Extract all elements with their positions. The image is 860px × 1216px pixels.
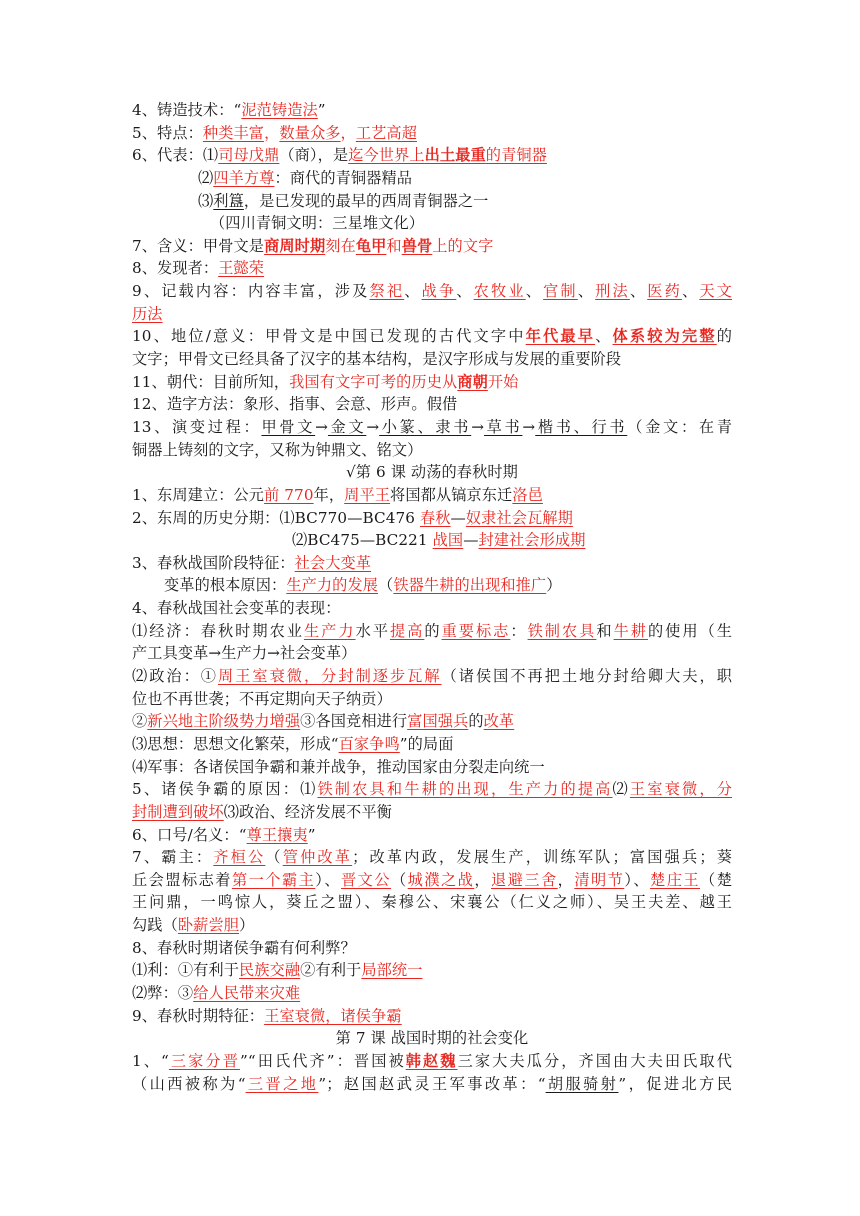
text-segment: 变革的根本原因： <box>164 576 287 595</box>
highlighted-term: 齐桓公 <box>213 848 266 867</box>
text-line <box>132 620 732 643</box>
text-segment: 年， <box>313 485 345 504</box>
highlighted-term: 刑法 <box>595 282 630 301</box>
text-line <box>132 393 732 416</box>
highlighted-term: 泥范铸造法 <box>241 101 318 119</box>
text-segment: 将国都从镐京东迁 <box>390 485 513 504</box>
highlighted-term: 韩赵魏 <box>405 1051 458 1070</box>
highlighted-term: ， <box>340 123 356 142</box>
highlighted-term: 和 <box>386 236 402 255</box>
text-line <box>132 484 732 507</box>
highlighted-term: 提高 <box>389 621 425 640</box>
text-line <box>132 869 732 892</box>
text-segment: ⑶政治、经济发展不平衡 <box>223 802 392 821</box>
highlighted-term: 洛邑 <box>512 485 543 504</box>
text-segment: 利簋 <box>213 191 244 210</box>
text-segment: 第 7 课 战国时期的社会变化 <box>335 1029 529 1048</box>
highlighted-term: 迄今世界上 <box>348 146 425 165</box>
text-segment: → <box>366 417 380 436</box>
text-segment: ⑴经济：春秋时期农业 <box>132 621 304 640</box>
text-line <box>132 348 732 371</box>
text-segment: 、 <box>577 282 596 301</box>
text-segment: （ <box>265 848 283 867</box>
text-segment: 、 <box>595 327 613 346</box>
text-line <box>132 914 732 937</box>
text-segment: 产工具变革→生产力→社会变革） <box>132 644 357 663</box>
text-segment: 位也不再世袭；不再定期向天子纳贡） <box>132 689 392 708</box>
highlighted-term: 兽骨 <box>401 236 433 255</box>
text-segment: ： <box>510 621 528 640</box>
text-segment: 7、霸主： <box>132 848 214 867</box>
text-segment: 1、“ <box>132 1051 169 1070</box>
text-line <box>132 846 732 869</box>
text-segment: 铜器上铸刻的文字，又称为钟鼎文、铭文） <box>132 440 423 459</box>
text-line <box>132 325 732 348</box>
text-line <box>132 1073 732 1096</box>
text-line <box>132 642 732 665</box>
highlighted-term: 生产力的发展 <box>286 576 379 595</box>
text-line <box>132 710 732 733</box>
highlighted-term: 铁器牛耕的出现和推广 <box>393 576 547 595</box>
text-segment: 13、演变过程： <box>132 417 262 436</box>
highlighted-term: 牛耕 <box>613 621 648 640</box>
text-line <box>132 597 732 620</box>
highlighted-term: 第一个霸主 <box>231 870 316 889</box>
text-segment: 甲骨文 <box>261 417 316 436</box>
text-segment: ）、 <box>315 870 342 889</box>
text-segment: ⑷军事：各诸侯国争霸和兼并战争，推动国家由分裂走向统一 <box>132 757 545 776</box>
text-line <box>132 235 732 258</box>
lesson-heading <box>132 1027 732 1050</box>
highlighted-term: 战国 <box>432 531 464 550</box>
text-segment: → <box>315 417 328 436</box>
text-segment: ” <box>317 101 326 119</box>
highlighted-term: 四羊方尊 <box>213 168 275 187</box>
text-segment: 和 <box>596 621 614 640</box>
text-segment: 的 <box>468 712 484 731</box>
text-line <box>132 257 732 280</box>
highlighted-term: 年代最早 <box>525 327 596 346</box>
text-line <box>132 801 732 824</box>
text-line <box>132 280 732 303</box>
text-segment: 、 <box>525 282 544 301</box>
text-segment: ） <box>546 576 562 595</box>
text-segment: 楷书、行书 <box>535 417 628 436</box>
highlighted-term: 奴隶社会瓦解期 <box>465 508 573 527</box>
highlighted-term: 商朝 <box>457 372 488 391</box>
highlighted-term: 卧薪尝胆 <box>177 916 240 935</box>
text-segment: 胡服骑射 <box>545 1074 619 1093</box>
text-segment: 11、朝代：目前所知， <box>132 372 290 391</box>
text-segment: 丘会盟标志着 <box>132 870 232 889</box>
text-segment: 的使用（生 <box>647 621 733 640</box>
highlighted-term: 局部统一 <box>361 961 423 980</box>
text-segment: ，是已发现的最早的西周青铜器之一 <box>243 191 489 210</box>
text-segment: ⑵弊：③ <box>132 983 194 1002</box>
text-segment: （诸侯国不再把土地分封给卿大夫，职 <box>441 667 733 686</box>
text-line <box>132 937 732 960</box>
text-line <box>132 891 732 914</box>
highlighted-term: 战争 <box>421 282 457 301</box>
text-segment: ， <box>474 870 491 889</box>
text-segment: ）、 <box>624 870 651 889</box>
document-page <box>132 99 732 1095</box>
lesson-heading <box>132 461 732 484</box>
text-segment: （四川青铜文明：三星堆文化） <box>210 214 425 233</box>
highlighted-term: 的青铜器 <box>485 146 547 165</box>
text-segment: → <box>471 417 485 436</box>
text-segment: ”“田氏代齐”：晋国被 <box>239 1051 406 1070</box>
highlighted-term: 生产力 <box>303 621 356 640</box>
text-segment: 金文 <box>327 417 367 436</box>
highlighted-term: 社会大变革 <box>294 553 372 572</box>
text-segment: 7、含义：甲骨文是 <box>132 236 265 255</box>
highlighted-term: 王室衰微，诸侯争霸 <box>264 1006 402 1025</box>
text-line <box>132 144 732 167</box>
text-segment: （金文：在青 <box>627 417 733 436</box>
highlighted-term: 周王室衰微，分封制逐步瓦解 <box>218 667 442 686</box>
highlighted-term: 重要标志 <box>441 621 511 640</box>
text-line <box>132 778 732 801</box>
highlighted-term: 我国有文字可考的历史从 <box>289 372 458 391</box>
text-line <box>132 167 732 190</box>
text-segment: ⑵ <box>198 168 214 187</box>
text-segment: 、 <box>681 282 700 301</box>
text-line <box>132 507 732 530</box>
highlighted-term: 官制 <box>543 282 578 301</box>
text-segment: ”；赵国赵武灵王军事改革：“ <box>318 1074 546 1093</box>
text-segment: 、 <box>629 282 648 301</box>
text-segment: 、 <box>404 282 422 301</box>
text-line <box>132 959 732 982</box>
text-segment: 1、东周建立：公元 <box>132 485 265 504</box>
highlighted-term: 天文 <box>699 282 732 301</box>
text-segment: （ <box>391 870 408 889</box>
text-line <box>132 1050 732 1073</box>
text-segment: ） <box>239 916 255 935</box>
text-line <box>132 212 732 235</box>
text-line <box>132 122 732 145</box>
text-segment: ：商代的青铜器精品 <box>274 168 413 187</box>
text-segment: 12、造字方法：象形、指事、会意、形声。假借 <box>132 395 458 414</box>
text-segment: ⑶ <box>198 191 214 210</box>
text-segment: ” <box>307 825 316 844</box>
text-segment: 8、发现者： <box>132 259 219 278</box>
text-segment: 水平 <box>355 621 390 640</box>
text-line <box>132 665 732 688</box>
text-line <box>132 439 732 462</box>
text-segment: 的 <box>716 327 733 346</box>
text-segment: ；改革内政，发展生产，训练军队；富国强兵；葵 <box>352 848 732 867</box>
text-segment: 三家大夫瓜分，齐国由大夫田氏取代 <box>457 1051 732 1070</box>
text-segment: 5、诸侯争霸的原因：⑴ <box>132 780 318 799</box>
highlighted-term: 管仲改革 <box>282 848 353 867</box>
text-line <box>132 190 732 213</box>
text-segment: 、 <box>456 282 474 301</box>
highlighted-term: ， <box>264 123 280 142</box>
text-segment: 勾践（ <box>132 916 178 935</box>
text-segment: ② <box>132 712 148 731</box>
highlighted-term: 体系较为完整 <box>612 327 717 346</box>
text-segment: 王问鼎，一鸣惊人，葵丘之盟）、秦穆公、宋襄公（仁义之师）、吴王夫差、越王 <box>132 893 732 912</box>
text-segment: 3、春秋战国阶段特征： <box>132 553 295 572</box>
highlighted-term: 封建社会形成期 <box>478 531 586 550</box>
text-line <box>132 824 732 847</box>
text-segment: ⑵政治：① <box>132 667 218 686</box>
text-segment: 9、春秋时期特征： <box>132 1006 265 1025</box>
highlighted-term: 三家分晋 <box>168 1051 240 1070</box>
text-line <box>132 688 732 711</box>
text-line <box>132 574 732 597</box>
highlighted-term: 尊王攘夷 <box>246 825 308 844</box>
highlighted-term: 农牧业 <box>473 282 526 301</box>
text-segment: √第 6 课 动荡的春秋时期 <box>346 463 518 482</box>
text-line <box>132 1005 732 1028</box>
highlighted-term: 百家争鸣 <box>338 734 400 753</box>
text-segment: 9、记载内容：内容丰富，涉及 <box>132 282 370 301</box>
text-segment: 文字；甲骨文已经具备了汉字的基本结构，是汉字形成与发展的重要阶段 <box>132 350 622 369</box>
highlighted-term: 前 770 <box>264 485 314 504</box>
highlighted-term: 周平王 <box>344 485 391 504</box>
highlighted-term: 工艺高超 <box>355 123 417 142</box>
highlighted-term: 祭祀 <box>369 282 405 301</box>
highlighted-term: 王懿荣 <box>218 259 265 278</box>
highlighted-term: 出土最重 <box>424 146 486 165</box>
highlighted-term: 龟甲 <box>355 236 387 255</box>
highlighted-term: 司母戊鼎 <box>218 146 280 165</box>
text-line <box>132 756 732 779</box>
text-segment: ⑵BC475—BC221 <box>292 531 433 550</box>
text-segment: 4、春秋战国社会变革的表现： <box>132 599 341 618</box>
text-line <box>132 99 732 122</box>
text-line <box>132 529 732 552</box>
text-segment: — <box>463 531 479 550</box>
highlighted-term: 民族交融 <box>239 961 301 980</box>
text-segment: 10、地位/意义：甲骨文是中国已发现的古代文字中 <box>132 327 526 346</box>
text-segment: （楚 <box>700 870 732 889</box>
text-segment: 的 <box>424 621 442 640</box>
text-segment: ③各国竞相进行 <box>300 712 408 731</box>
highlighted-term: 三晋之地 <box>245 1074 319 1093</box>
text-segment: 2、东周的历史分期：⑴BC770—BC476 <box>132 508 420 527</box>
text-segment: ， <box>557 870 575 889</box>
highlighted-term: 上的文字 <box>432 236 494 255</box>
highlighted-term: 数量众多 <box>279 123 341 142</box>
highlighted-term: 医药 <box>647 282 682 301</box>
highlighted-term: 铁制农具 <box>527 621 597 640</box>
text-segment: （山西被称为“ <box>132 1074 246 1093</box>
text-segment: （商），是 <box>279 146 349 165</box>
highlighted-term: 晋文公 <box>341 870 391 889</box>
text-line <box>132 371 732 394</box>
highlighted-term: 改革 <box>483 712 515 731</box>
highlighted-term: 开始 <box>487 372 519 391</box>
highlighted-term: 城濮之战 <box>407 870 475 889</box>
highlighted-term: 种类丰富 <box>202 123 265 142</box>
highlighted-term: 王室衰微，分 <box>629 780 732 799</box>
text-segment: ”，促进北方民 <box>618 1074 733 1093</box>
highlighted-term: 刻在 <box>325 236 356 255</box>
text-segment: → <box>522 417 536 436</box>
highlighted-term: 富国强兵 <box>407 712 469 731</box>
text-line <box>132 303 732 326</box>
highlighted-term: 春秋 <box>419 508 451 527</box>
text-line <box>132 552 732 575</box>
text-segment: 4、铸造技术：“ <box>132 101 242 119</box>
highlighted-term: 铁制农具和牛耕的出现，生产力的提高 <box>317 780 613 799</box>
text-segment: 6、口号/名义：“ <box>132 825 247 844</box>
highlighted-term: 新兴地主阶级势力增强 <box>147 712 301 731</box>
text-line <box>132 416 732 439</box>
text-segment: ⑵ <box>612 780 630 799</box>
text-segment: （ <box>378 576 394 595</box>
text-segment: ”的局面 <box>399 734 454 753</box>
text-segment: ⑶思想：思想文化繁荣，形成“ <box>132 734 339 753</box>
text-segment: 5、特点： <box>132 123 203 142</box>
text-line <box>132 733 732 756</box>
text-segment: 小篆、隶书 <box>379 417 472 436</box>
text-segment: 草书 <box>484 417 523 436</box>
highlighted-term: 楚庄王 <box>650 870 701 889</box>
highlighted-term: 退避三舍 <box>491 870 558 889</box>
highlighted-term: 历法 <box>132 304 163 323</box>
highlighted-term: 商周时期 <box>264 236 326 255</box>
highlighted-term: 清明节 <box>574 870 625 889</box>
highlighted-term: 封制遭到破坏 <box>132 802 224 821</box>
text-segment: 8、春秋时期诸侯争霸有何利弊？ <box>132 938 356 957</box>
text-line <box>132 982 732 1005</box>
text-segment: — <box>450 508 466 527</box>
text-segment: ②有利于 <box>300 961 362 980</box>
text-segment: 6、代表：⑴ <box>132 146 219 165</box>
highlighted-term: 给人民带来灾难 <box>193 983 301 1002</box>
text-segment: ⑴利：①有利于 <box>132 961 240 980</box>
